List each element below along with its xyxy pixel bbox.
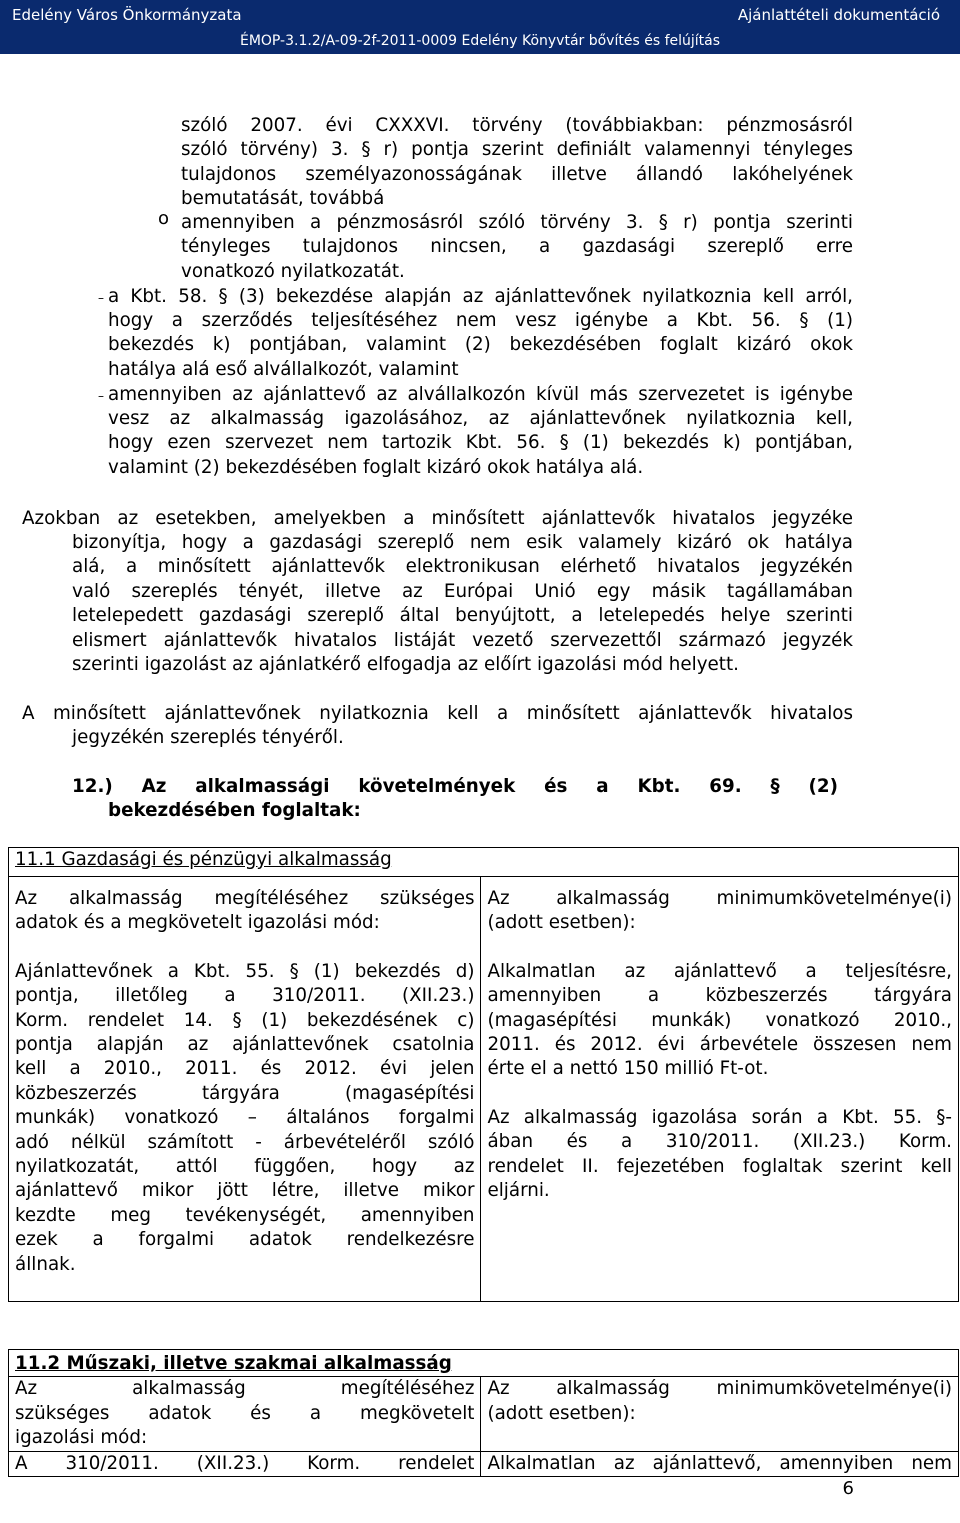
text-line: szükséges adatok és a megkövetelt [15, 1402, 475, 1424]
text-line: amennyiben a közbeszerzés tárgyára [487, 985, 952, 1007]
text-line: Az alkalmasság megítéléséhez [15, 1378, 475, 1400]
header-organization: Edelény Város Önkormányzata [12, 6, 242, 24]
text-line: szóló 2007. évi CXXXVI. törvény (továbbiakban: pénzmosásról [181, 115, 853, 136]
text-line: adatok és a megkövetelt igazolási mód: [15, 912, 380, 934]
left-column [9, 877, 481, 1302]
text-line: vonatkozó nyilatkozatát. [181, 260, 405, 282]
dash-marker-2: – [98, 389, 104, 403]
dash-marker-1: – [98, 291, 104, 305]
list-item-other-organization [108, 383, 853, 407]
text-line: adó nélkül számított - árbevételéről szóló [15, 1131, 475, 1153]
paragraph-qualified-list-rest [72, 531, 853, 677]
text-line: bizonyítja, hogy a gazdasági szereplő nem esik valamely kizáró ok hatálya [72, 532, 853, 553]
paragraph-qualified-list [22, 507, 853, 531]
text-line: vesz az alkalmasság igazolásához, az ajánlattevőnek nyilatkoznia kell, [108, 408, 853, 429]
section-heading-cont [108, 799, 361, 823]
page-header [0, 0, 960, 54]
text-line: eljárni. [487, 1180, 550, 1202]
list-item-subcontractor-statement [108, 285, 853, 309]
text-line: ezek a forgalmi adatok rendelkezésre [15, 1229, 475, 1251]
text-line: Ajánlattevőnek a Kbt. 55. § (1) bekezdés d) [15, 960, 475, 982]
text-line: pontja alapján az ajánlattevőnek csatolnia [15, 1034, 475, 1056]
list-item-other-organization-rest [108, 407, 853, 480]
text-line: nyilatkozatát, attól függően, hogy az [15, 1156, 475, 1178]
section-heading [72, 775, 838, 799]
text-line: Alkalmatlan az ajánlattevő, amennyiben nem [487, 1452, 952, 1474]
text-line: kell a 2010., 2011. és 2012. évi jelen [15, 1058, 475, 1080]
table-technical-professional [8, 1349, 959, 1477]
text-line: ában és a 310/2011. (XII.23.) Korm. [487, 1131, 952, 1153]
text-line: rendelet II. fejezetében foglaltak szerint kell [487, 1155, 952, 1177]
text-line: amennyiben a pénzmosásról szóló törvény 3. § r) pontja szerinti [181, 212, 853, 233]
text-line: bekezdés k) pontjában, valamint (2) bekezdésében foglalt kizáró okok [108, 334, 853, 356]
table-economic-financial [8, 847, 959, 1302]
table-title: 11.2 Műszaki, illetve szakmai alkalmasság [15, 1353, 452, 1374]
list-item-subcontractor-statement-rest [108, 309, 853, 382]
text-line: jegyzékén szereplés tényéről. [72, 727, 344, 748]
page-number: 6 [842, 1478, 854, 1499]
text-line: (adott esetben): [487, 912, 636, 934]
table-title-cell [9, 1350, 959, 1377]
text-line: Alkalmatlan az ajánlattevő a teljesítésre, [487, 960, 952, 982]
text-line: való szereplés tényét, illetve az Európai Unió egy másik tagállamában [72, 580, 853, 602]
text-line: A minősített ajánlattevőnek nyilatkoznia kell a minősített ajánlattevők hivatalos [22, 703, 853, 724]
text-line: szóló törvény) 3. § r) pontja szerint definiált valamennyi tényleges [181, 139, 853, 161]
text-line: (adott esetben): [487, 1402, 636, 1424]
right-column-header [481, 1377, 959, 1451]
bullet-marker: o [158, 208, 170, 229]
text-line: ajánlattevő mikor jött létre, illetve mikor [15, 1180, 475, 1202]
text-line: igazolási mód: [15, 1427, 148, 1449]
text-line: (magasépítési munkák) vonatkozó 2010., [487, 1009, 952, 1031]
paragraph-qualified-statement-rest [72, 726, 853, 750]
text-line: Az alkalmasság igazolása során a Kbt. 55. §- [487, 1106, 952, 1128]
right-column-body [481, 1451, 959, 1476]
text-line: Korm. rendelet 14. § (1) bekezdésének c) [15, 1009, 475, 1031]
text-line: tényleges tulajdonos nincsen, a gazdasági szereplő erre [181, 236, 853, 258]
text-line: hogy a szerződés teljesítéséhez nem vesz igénybe a Kbt. 56. § (1) [108, 310, 853, 331]
section-heading-line-2: bekezdésében foglaltak: [108, 800, 361, 821]
list-item-beneficial-owner [181, 211, 853, 284]
paragraph-qualified-statement [22, 702, 853, 726]
text-line: bemutatását, továbbá [181, 188, 385, 210]
table-title: 11.1 Gazdasági és pénzügyi alkalmasság [15, 849, 392, 870]
text-line: hogy ezen szervezet nem tartozik Kbt. 56. § (1) bekezdés k) pontjában, [108, 432, 853, 454]
text-line: Az alkalmasság minimumkövetelménye(i) [487, 888, 952, 909]
text-line: munkák) vonatkozó – általános forgalmi [15, 1107, 475, 1129]
text-line: kezdte meg tevékenységét, amennyiben [15, 1204, 475, 1226]
header-document-type: Ajánlattételi dokumentáció [737, 6, 940, 24]
text-line: pontja, illetőleg a 310/2011. (XII.23.) [15, 985, 475, 1007]
table-title-cell [9, 848, 959, 877]
text-line: hatálya alá eső alvállalkozót, valamint [108, 358, 459, 380]
text-line: letelepedett gazdasági szereplő által benyújtott, a letelepedés helye szerinti [72, 605, 853, 627]
left-column-header [9, 1377, 481, 1451]
text-line: A 310/2011. (XII.23.) Korm. rendelet [15, 1452, 475, 1474]
text-line: amennyiben az ajánlattevő az alvállalkozón kívül más szervezetet is igénybe [108, 384, 853, 405]
text-line: a Kbt. 58. § (3) bekezdése alapján az ajánlattevőnek nyilatkoznia kell arról, [108, 286, 853, 307]
text-line: Az alkalmasság megítéléséhez szükséges [15, 888, 475, 909]
text-line: Azokban az esetekben, amelyekben a minősített ajánlattevők hivatalos jegyzéke [22, 508, 853, 529]
text-line: tulajdonos személyazonosságának illetve állandó lakóhelyének [181, 163, 853, 185]
text-line: valamint (2) bekezdésében foglalt kizáró okok hatálya alá. [108, 456, 644, 478]
text-line: állnak. [15, 1253, 76, 1275]
text-line: Az alkalmasság minimumkövetelménye(i) [487, 1378, 952, 1400]
right-column [481, 877, 959, 1302]
left-column-body [9, 1451, 481, 1476]
text-line: közbeszerzés tárgyára (magasépítési [15, 1082, 475, 1104]
text-line: érte el a nettó 150 millió Ft-ot. [487, 1058, 769, 1080]
text-line: szerinti igazolást az ajánlatkérő elfogadja az előírt igazolási mód helyett. [72, 654, 739, 676]
text-line: alá, a minősített ajánlattevők elektronikusan elérhető hivatalos jegyzékén [72, 556, 853, 578]
list-continuation [181, 114, 853, 212]
section-heading-line-1: 12.) Az alkalmassági követelmények és a Kbt. 69. § (2) [72, 776, 838, 797]
header-project-id: ÉMOP-3.1.2/A-09-2f-2011-0009 Edelény Könyvtár bővítés és felújítás [239, 33, 721, 49]
text-line: elismert ajánlattevők hivatalos listáját vezető szervezettől származó jegyzék [72, 629, 853, 651]
text-line: 2011. és 2012. évi árbevétele összesen nem [487, 1034, 952, 1056]
